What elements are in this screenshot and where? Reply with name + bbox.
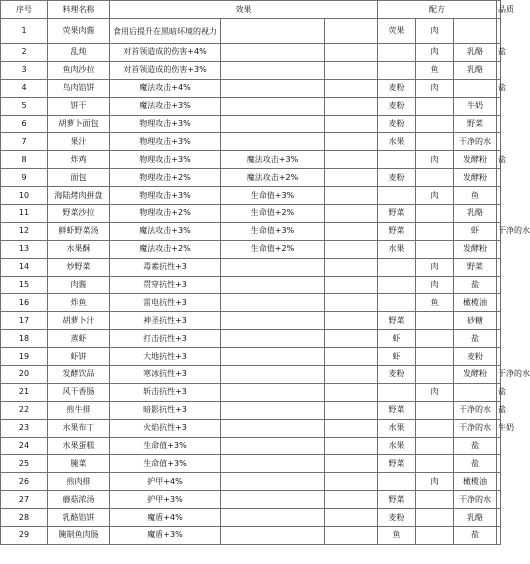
number-cell: 25 xyxy=(1,455,48,473)
number-cell: 26 xyxy=(1,473,48,491)
ingredient-cell: 麦粉 xyxy=(378,366,416,384)
effect-cell xyxy=(325,401,378,419)
ingredient-cell xyxy=(497,97,501,115)
number-cell: 27 xyxy=(1,491,48,509)
ingredient-cell: 乳酪 xyxy=(454,205,497,223)
ingredient-cell: 鱼 xyxy=(454,187,497,205)
effect-cell: 神圣抗性+3 xyxy=(110,312,221,330)
ingredient-cell: 乳酪 xyxy=(454,44,497,62)
table-row xyxy=(1,455,501,473)
effect-cell xyxy=(325,222,378,240)
ingredient-cell: 盐 xyxy=(497,44,501,62)
number-cell: 16 xyxy=(1,294,48,312)
effect-cell: 食用后提升在黑暗环境的视力 xyxy=(110,19,221,44)
effect-cell xyxy=(221,419,325,437)
ingredient-cell xyxy=(416,455,454,473)
effect-cell xyxy=(221,19,325,44)
ingredient-cell xyxy=(378,44,416,62)
ingredient-cell: 乳酪 xyxy=(454,61,497,79)
ingredient-cell: 麦粉 xyxy=(378,115,416,133)
ingredient-cell xyxy=(416,366,454,384)
ingredient-cell: 肉 xyxy=(416,258,454,276)
ingredient-cell xyxy=(454,79,497,97)
effect-cell xyxy=(325,79,378,97)
table-row xyxy=(1,527,501,545)
effect-cell xyxy=(325,44,378,62)
table-row xyxy=(1,115,501,133)
ingredient-cell xyxy=(416,401,454,419)
ingredient-cell xyxy=(497,437,501,455)
ingredient-cell xyxy=(378,187,416,205)
table-row xyxy=(1,491,501,509)
dish-name-cell: 蘑菇浓汤 xyxy=(48,491,110,509)
number-cell: 5 xyxy=(1,97,48,115)
effect-cell xyxy=(325,366,378,384)
ingredient-cell: 虾 xyxy=(454,222,497,240)
effect-cell: 暗影抗性+3 xyxy=(110,401,221,419)
number-cell: 3 xyxy=(1,61,48,79)
ingredient-cell xyxy=(378,61,416,79)
dish-name-cell: 野菜沙拉 xyxy=(48,205,110,223)
ingredient-cell: 虾 xyxy=(378,330,416,348)
effect-cell xyxy=(325,419,378,437)
effect-cell xyxy=(325,187,378,205)
ingredient-cell xyxy=(416,312,454,330)
table-row xyxy=(1,151,501,169)
effect-cell: 生命值+3% xyxy=(110,455,221,473)
table-row xyxy=(1,294,501,312)
ingredient-cell: 发酵粉 xyxy=(454,240,497,258)
effect-cell xyxy=(221,258,325,276)
ingredient-cell xyxy=(378,383,416,401)
ingredient-cell xyxy=(416,491,454,509)
ingredient-cell: 盐 xyxy=(454,455,497,473)
dish-name-cell: 炸鱼 xyxy=(48,294,110,312)
effect-cell xyxy=(221,437,325,455)
table-row xyxy=(1,79,501,97)
ingredient-cell xyxy=(454,19,497,44)
effect-cell xyxy=(325,527,378,545)
dish-name-cell: 炒野菜 xyxy=(48,258,110,276)
ingredient-cell: 肉 xyxy=(416,151,454,169)
ingredient-cell xyxy=(416,205,454,223)
number-cell: 24 xyxy=(1,437,48,455)
ingredient-cell xyxy=(497,473,501,491)
dish-name-cell: 海陆烤肉拼盘 xyxy=(48,187,110,205)
header-quality: 品质 xyxy=(497,1,501,19)
table-row xyxy=(1,419,501,437)
number-cell: 10 xyxy=(1,187,48,205)
ingredient-cell: 野菜 xyxy=(454,115,497,133)
effect-cell xyxy=(325,133,378,151)
ingredient-cell: 鱼 xyxy=(416,61,454,79)
dish-name-cell: 胡萝卜面包 xyxy=(48,115,110,133)
number-cell: 15 xyxy=(1,276,48,294)
effect-cell xyxy=(325,258,378,276)
table-row xyxy=(1,383,501,401)
ingredient-cell xyxy=(416,330,454,348)
dish-name-cell: 乳酪馅饼 xyxy=(48,509,110,527)
ingredient-cell: 肉 xyxy=(416,473,454,491)
ingredient-cell: 麦粉 xyxy=(454,348,497,366)
table-row xyxy=(1,437,501,455)
effect-cell: 魔法攻击+3% xyxy=(110,97,221,115)
table-row xyxy=(1,169,501,187)
ingredient-cell: 野菜 xyxy=(378,491,416,509)
number-cell: 11 xyxy=(1,205,48,223)
header-effect: 效果 xyxy=(110,1,378,19)
ingredient-cell: 牛奶 xyxy=(454,97,497,115)
ingredient-cell xyxy=(497,187,501,205)
number-cell: 12 xyxy=(1,222,48,240)
ingredient-cell: 麦粉 xyxy=(378,97,416,115)
ingredient-cell xyxy=(416,222,454,240)
dish-name-cell: 胡萝卜汁 xyxy=(48,312,110,330)
ingredient-cell: 肉 xyxy=(416,44,454,62)
ingredient-cell: 水果 xyxy=(378,437,416,455)
table-row xyxy=(1,473,501,491)
header-recipe: 配方 xyxy=(378,1,497,19)
effect-cell: 生命值+3% xyxy=(221,187,325,205)
ingredient-cell: 盐 xyxy=(497,383,501,401)
effect-cell: 物理攻击+3% xyxy=(110,133,221,151)
dish-name-cell: 鲜虾野菜汤 xyxy=(48,222,110,240)
ingredient-cell: 盐 xyxy=(454,527,497,545)
ingredient-cell: 盐 xyxy=(454,276,497,294)
ingredient-cell xyxy=(416,97,454,115)
effect-cell: 魔法攻击+4% xyxy=(110,79,221,97)
ingredient-cell: 肉 xyxy=(416,79,454,97)
effect-cell: 魔法攻击+3% xyxy=(110,222,221,240)
ingredient-cell xyxy=(497,61,501,79)
table-row xyxy=(1,348,501,366)
ingredient-cell xyxy=(497,455,501,473)
table-row xyxy=(1,61,501,79)
ingredient-cell xyxy=(378,151,416,169)
ingredient-cell: 水果 xyxy=(378,240,416,258)
ingredient-cell: 盐 xyxy=(497,79,501,97)
ingredient-cell: 盐 xyxy=(454,330,497,348)
effect-cell xyxy=(325,205,378,223)
effect-cell xyxy=(325,383,378,401)
dish-name-cell: 果汁 xyxy=(48,133,110,151)
table-row xyxy=(1,401,501,419)
ingredient-cell: 发酵粉 xyxy=(454,151,497,169)
effect-cell: 物理攻击+3% xyxy=(110,115,221,133)
effect-cell: 毒素抗性+3 xyxy=(110,258,221,276)
effect-cell xyxy=(221,133,325,151)
header-name: 料理名称 xyxy=(48,1,110,19)
effect-cell xyxy=(325,97,378,115)
ingredient-cell: 野菜 xyxy=(378,455,416,473)
ingredient-cell: 野菜 xyxy=(378,312,416,330)
ingredient-cell xyxy=(497,115,501,133)
ingredient-cell: 牛奶 xyxy=(497,419,501,437)
ingredient-cell: 麦粉 xyxy=(378,169,416,187)
number-cell: 22 xyxy=(1,401,48,419)
effect-cell: 火焰抗性+3 xyxy=(110,419,221,437)
ingredient-cell xyxy=(416,419,454,437)
effect-cell xyxy=(325,240,378,258)
number-cell: 4 xyxy=(1,79,48,97)
effect-cell: 雷电抗性+3 xyxy=(110,294,221,312)
ingredient-cell: 麦粉 xyxy=(378,509,416,527)
ingredient-cell: 干净的水 xyxy=(454,133,497,151)
header-number: 序号 xyxy=(1,1,48,19)
number-cell: 1 xyxy=(1,19,48,44)
ingredient-cell: 水果 xyxy=(378,133,416,151)
effect-cell xyxy=(221,348,325,366)
effect-cell: 物理攻击+3% xyxy=(110,151,221,169)
effect-cell xyxy=(221,276,325,294)
ingredient-cell xyxy=(497,240,501,258)
ingredient-cell xyxy=(378,276,416,294)
ingredient-cell: 橄榄油 xyxy=(454,294,497,312)
ingredient-cell xyxy=(378,473,416,491)
ingredient-cell: 干净的水 xyxy=(497,222,501,240)
effect-cell xyxy=(325,473,378,491)
effect-cell: 生命值+2% xyxy=(221,240,325,258)
ingredient-cell: 野菜 xyxy=(378,401,416,419)
effect-cell: 贯穿抗性+3 xyxy=(110,276,221,294)
ingredient-cell xyxy=(497,276,501,294)
ingredient-cell: 发酵粉 xyxy=(454,169,497,187)
ingredient-cell xyxy=(497,312,501,330)
ingredient-cell xyxy=(416,169,454,187)
dish-name-cell: 煎牛排 xyxy=(48,401,110,419)
effect-cell: 斩击抗性+3 xyxy=(110,383,221,401)
ingredient-cell xyxy=(416,437,454,455)
effect-cell xyxy=(221,294,325,312)
effect-cell xyxy=(325,348,378,366)
dish-name-cell: 水果蛋糕 xyxy=(48,437,110,455)
ingredient-cell xyxy=(497,294,501,312)
number-cell: 17 xyxy=(1,312,48,330)
dish-name-cell: 煎肉排 xyxy=(48,473,110,491)
number-cell: 29 xyxy=(1,527,48,545)
header-row xyxy=(1,1,501,19)
number-cell: 7 xyxy=(1,133,48,151)
effect-cell: 生命值+2% xyxy=(221,205,325,223)
number-cell: 23 xyxy=(1,419,48,437)
ingredient-cell: 水果 xyxy=(378,419,416,437)
ingredient-cell: 麦粉 xyxy=(378,79,416,97)
ingredient-cell: 野菜 xyxy=(378,222,416,240)
dish-name-cell: 肉酱 xyxy=(48,276,110,294)
number-cell: 21 xyxy=(1,383,48,401)
effect-cell: 护甲+4% xyxy=(110,473,221,491)
effect-cell: 物理攻击+2% xyxy=(110,169,221,187)
dish-name-cell: 炸鸡 xyxy=(48,151,110,169)
ingredient-cell xyxy=(497,348,501,366)
effect-cell: 生命值+3% xyxy=(221,222,325,240)
number-cell: 20 xyxy=(1,366,48,384)
ingredient-cell xyxy=(378,294,416,312)
number-cell: 8 xyxy=(1,151,48,169)
effect-cell xyxy=(221,79,325,97)
effect-cell xyxy=(325,61,378,79)
effect-cell xyxy=(221,527,325,545)
table-body xyxy=(1,19,530,545)
effect-cell xyxy=(325,115,378,133)
dish-name-cell: 发酵饮品 xyxy=(48,366,110,384)
effect-cell xyxy=(325,169,378,187)
ingredient-cell: 砂糖 xyxy=(454,312,497,330)
effect-cell: 魔法攻击+2% xyxy=(110,240,221,258)
effect-cell: 物理攻击+3% xyxy=(110,187,221,205)
effect-cell xyxy=(325,19,378,44)
table-row xyxy=(1,97,501,115)
ingredient-cell xyxy=(497,258,501,276)
effect-cell xyxy=(221,312,325,330)
effect-cell: 魔法攻击+2% xyxy=(221,169,325,187)
table-row xyxy=(1,222,501,240)
ingredient-cell xyxy=(378,258,416,276)
table-row xyxy=(1,258,501,276)
ingredient-cell xyxy=(416,240,454,258)
effect-cell: 物理攻击+2% xyxy=(110,205,221,223)
effect-cell xyxy=(221,366,325,384)
table-row xyxy=(1,205,501,223)
effect-cell: 大地抗性+3 xyxy=(110,348,221,366)
effect-cell xyxy=(325,491,378,509)
dish-name-cell: 饼干 xyxy=(48,97,110,115)
dish-name-cell: 腌制鱼肉肠 xyxy=(48,527,110,545)
ingredient-cell: 肉 xyxy=(416,187,454,205)
ingredient-cell xyxy=(497,133,501,151)
effect-cell: 打击抗性+3 xyxy=(110,330,221,348)
effect-cell: 对首领造成的伤害+4% xyxy=(110,44,221,62)
dish-name-cell: 面包 xyxy=(48,169,110,187)
effect-cell xyxy=(325,455,378,473)
dish-name-cell: 水果布丁 xyxy=(48,419,110,437)
effect-cell xyxy=(221,383,325,401)
effect-cell xyxy=(221,61,325,79)
table-row xyxy=(1,240,501,258)
effect-cell xyxy=(325,509,378,527)
effect-cell: 魔盾+3% xyxy=(110,527,221,545)
table-row xyxy=(1,276,501,294)
number-cell: 9 xyxy=(1,169,48,187)
ingredient-cell xyxy=(416,348,454,366)
dish-name-cell: 蒸虾 xyxy=(48,330,110,348)
effect-cell xyxy=(325,330,378,348)
number-cell: 6 xyxy=(1,115,48,133)
ingredient-cell: 野菜 xyxy=(454,258,497,276)
ingredient-cell: 荧果 xyxy=(378,19,416,44)
dish-name-cell: 虾饼 xyxy=(48,348,110,366)
dish-name-cell: 风干香肠 xyxy=(48,383,110,401)
table-row xyxy=(1,133,501,151)
number-cell: 13 xyxy=(1,240,48,258)
ingredient-cell: 肉 xyxy=(416,19,454,44)
ingredient-cell xyxy=(497,509,501,527)
ingredient-cell xyxy=(416,115,454,133)
table-row xyxy=(1,330,501,348)
effect-cell xyxy=(325,276,378,294)
ingredient-cell: 盐 xyxy=(497,151,501,169)
effect-cell xyxy=(221,115,325,133)
table-row xyxy=(1,312,501,330)
ingredient-cell: 干净的水 xyxy=(454,401,497,419)
effect-cell: 护甲+3% xyxy=(110,491,221,509)
effect-cell xyxy=(325,312,378,330)
table-row xyxy=(1,509,501,527)
ingredient-cell: 虾 xyxy=(378,348,416,366)
effect-cell xyxy=(221,97,325,115)
ingredient-cell: 盐 xyxy=(454,437,497,455)
dish-name-cell: 荧果肉酱 xyxy=(48,19,110,44)
effect-cell xyxy=(221,491,325,509)
effect-cell xyxy=(221,401,325,419)
dish-name-cell: 鸟肉馅饼 xyxy=(48,79,110,97)
effect-cell: 魔盾+4% xyxy=(110,509,221,527)
ingredient-cell xyxy=(416,527,454,545)
effect-cell xyxy=(221,473,325,491)
number-cell: 19 xyxy=(1,348,48,366)
ingredient-cell: 干净的水 xyxy=(454,419,497,437)
number-cell: 2 xyxy=(1,44,48,62)
effect-cell: 对首领造成的伤害+3% xyxy=(110,61,221,79)
ingredient-cell xyxy=(497,19,501,44)
ingredient-cell xyxy=(497,527,501,545)
table-row xyxy=(1,19,501,44)
effect-cell xyxy=(325,294,378,312)
ingredient-cell: 干净的水 xyxy=(454,491,497,509)
ingredient-cell xyxy=(497,169,501,187)
effect-cell xyxy=(325,437,378,455)
effect-cell: 魔法攻击+3% xyxy=(221,151,325,169)
ingredient-cell: 鱼 xyxy=(378,527,416,545)
ingredient-cell xyxy=(497,491,501,509)
ingredient-cell xyxy=(416,133,454,151)
dish-name-cell: 鱼肉沙拉 xyxy=(48,61,110,79)
table-row xyxy=(1,366,501,384)
ingredient-cell xyxy=(497,330,501,348)
number-cell: 28 xyxy=(1,509,48,527)
ingredient-cell xyxy=(497,205,501,223)
ingredient-cell: 盐 xyxy=(497,401,501,419)
number-cell: 18 xyxy=(1,330,48,348)
effect-cell: 生命值+3% xyxy=(110,437,221,455)
ingredient-cell: 橄榄油 xyxy=(454,473,497,491)
effect-cell xyxy=(221,455,325,473)
effect-cell xyxy=(221,509,325,527)
number-cell: 14 xyxy=(1,258,48,276)
dish-name-cell: 腌菜 xyxy=(48,455,110,473)
ingredient-cell xyxy=(454,383,497,401)
ingredient-cell: 干净的水 xyxy=(497,366,501,384)
table-row xyxy=(1,44,501,62)
effect-cell xyxy=(221,44,325,62)
ingredient-cell: 鱼 xyxy=(416,294,454,312)
ingredient-cell: 肉 xyxy=(416,383,454,401)
ingredient-cell: 肉 xyxy=(416,276,454,294)
ingredient-cell xyxy=(416,509,454,527)
ingredient-cell: 发酵粉 xyxy=(454,366,497,384)
dish-name-cell: 乱炖 xyxy=(48,44,110,62)
table-row xyxy=(1,187,501,205)
effect-cell xyxy=(325,151,378,169)
effect-cell xyxy=(221,330,325,348)
dish-name-cell: 水果酥 xyxy=(48,240,110,258)
ingredient-cell: 乳酪 xyxy=(454,509,497,527)
effect-cell: 寒冰抗性+3 xyxy=(110,366,221,384)
ingredient-cell: 野菜 xyxy=(378,205,416,223)
